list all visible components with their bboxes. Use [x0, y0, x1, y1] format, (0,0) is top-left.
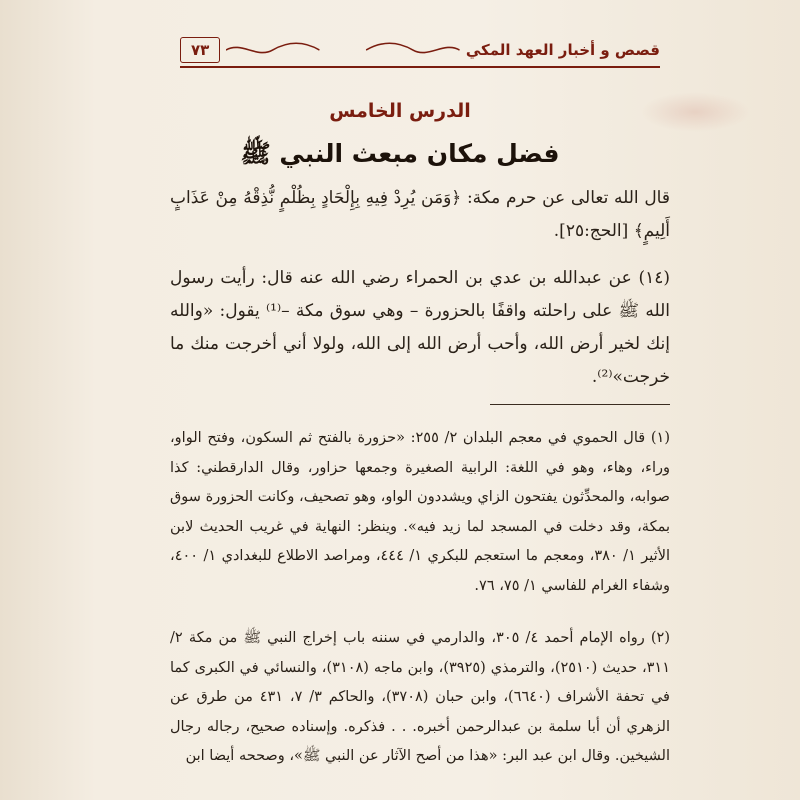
- page-number: ٧٣: [180, 37, 220, 63]
- header-rule: [180, 66, 660, 68]
- lesson-title: فضل مكان مبعث النبي ﷺ: [240, 139, 560, 168]
- paragraph-hadith: (١٤) عن عبدالله بن عدي بن الحمراء رضي الله عنه قال: رأيت رسول الله ﷺ على راحلته واقفًا بالحزورة – وهي سوق مكة –⁽¹⁾ يقول: «والله إنك لخير أرض الله، وأحب أرض الله إلى الله، ولولا أني أخرجت منك ما خرجت»⁽²⁾.: [170, 268, 670, 387]
- footnote-divider: [490, 404, 670, 405]
- lesson-label: الدرس الخامس: [329, 100, 471, 122]
- footnote-1: (١) قال الحموي في معجم البلدان ٢/ ٢٥٥: «حزورة بالفتح ثم السكون، وفتح الواو، وراء، وهاء، وهو في اللغة: الرابية الصغيرة وجمعها حزاور، وقال الدارقطني: كذا صوابه، والمحدِّثون يفتحون الزاي ويشددون الواو، وهو تصحيف، وكانت الحزورة سوق بمكة، وقد دخلت في المسجد لما زيد فيه». وينظر: النهاية في غريب الحديث لابن الأثير ١/ ٣٨٠، ومعجم ما استعجم للبكري ١/ ٤٤٤، ومراصد الاطلاع للبغدادي ١/ ٤٠٠، وشفاء الغرام للفاسي ١/ ٧٥، ٧٦.: [170, 430, 671, 594]
- page-header: [180, 30, 660, 70]
- ornament-icon: [226, 41, 460, 59]
- paragraph-verse: قال الله تعالى عن حرم مكة: ﴿وَمَن يُرِدْ فِيهِ بِإِلْحَادٍ بِظُلْمٍ نُّذِقْهُ مِنْ عَذَابٍ أَلِيمٍ﴾ [الحج:٢٥].: [170, 188, 670, 241]
- running-title: قصص و أخبار العهد المكي: [465, 41, 660, 59]
- footnote-2: (٢) رواه الإمام أحمد ٤/ ٣٠٥، والدارمي في سننه باب إخراج النبي ﷺ من مكة ٢/ ٣١١، حديث (٢٥١٠)، والترمذي (٣٩٢٥)، وابن ماجه (٣١٠٨)، والنسائي في الكبرى كما في تحفة الأشراف (٦٦٤٠)، وابن حبان (٣٧٠٨)، والحاكم ٣/ ٧، ٤٣١ من طرق عن الزهري أن أبا سلمة بن عبدالرحمن أخبره. . . فذكره. وإسناده صحيح، رجاله رجال الشيخين. وقال ابن عبد البر: «هذا من أصح الآثار عن النبي ﷺ»، وصححه أيضا ابن: [170, 630, 671, 764]
